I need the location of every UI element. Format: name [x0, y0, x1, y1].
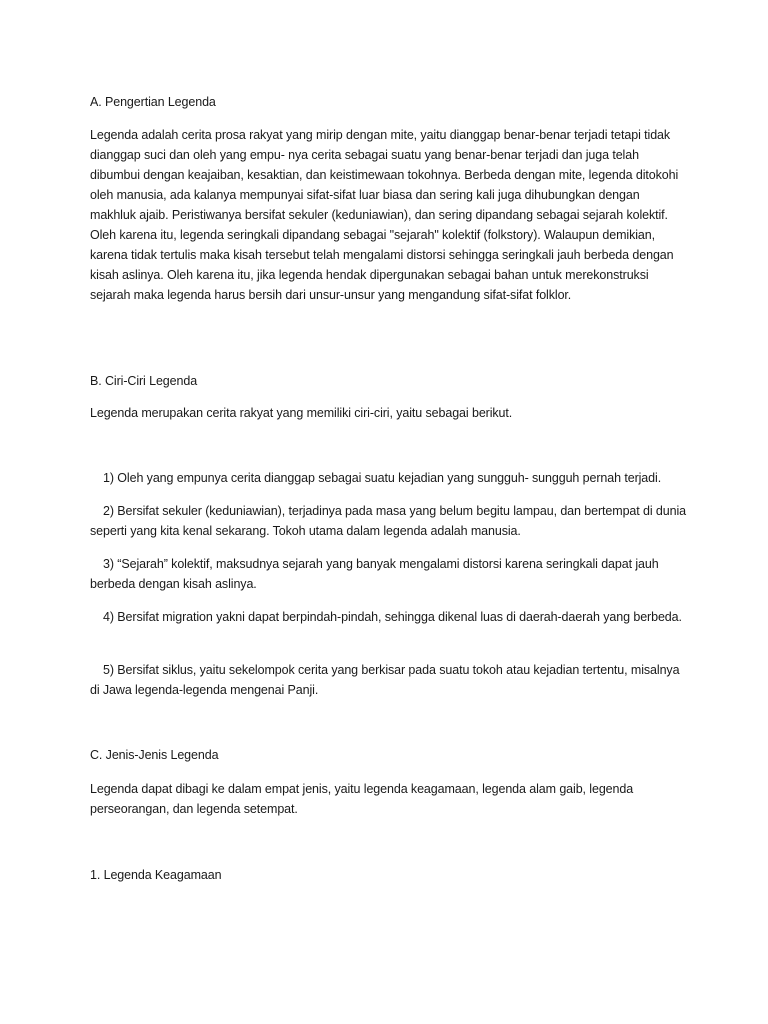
ciri-item-3: 3) “Sejarah” kolektif, maksudnya sejarah yang banyak mengalami distorsi karena seringkali dapat jauh berbeda dengan kisah aslinya. [90, 557, 659, 591]
ciri-item-1: 1) Oleh yang empunya cerita dianggap sebagai suatu kejadian yang sungguh- sungguh pernah terjadi. [103, 471, 662, 485]
section-a-paragraph: Legenda adalah cerita prosa rakyat yang mirip dengan mite, yaitu dianggap benar-benar terjadi tetapi tidak dianggap suci dan oleh yang empu- nya cerita sebagai suatu yang benar-benar terjadi dan juga telah dibumbui dengan keajaiban, kesaktian, dan keistimewaan tokohnya. Berbeda dengan mite, legenda ditokohi oleh manusia, ada kalanya mempunyai sifat-sifat luar biasa dan sering kali juga dihubungkan dengan makhluk ajaib. Peristiwanya bersifat sekuler (keduniawian), dan sering dipandang sebagai sejarah kolektif. Oleh karena itu, legenda seringkali dipandang sebagai "sejarah" kolektif (folkstory). Walaupun demikian, karena tidak tertulis maka kisah tersebut telah mengalami distorsi sehingga seringkali jauh berbeda dengan kisah aslinya. Oleh karena itu, jika legenda hendak dipergunakan sebagai bahan untuk merekonstruksi sejarah maka legenda harus bersih dari unsur-unsur yang mengandung sifat-sifat folklor. [90, 128, 679, 302]
section-c-paragraph: Legenda dapat dibagi ke dalam empat jenis, yaitu legenda keagamaan, legenda alam gaib, legenda perseorangan, dan legenda setempat. [90, 782, 634, 816]
document-page [90, 0, 690, 1024]
section-a-heading: A. Pengertian Legenda [90, 95, 216, 109]
section-b-heading: B. Ciri-Ciri Legenda [90, 374, 198, 388]
ciri-item-5: 5) Bersifat siklus, yaitu sekelompok cerita yang berkisar pada suatu tokoh atau kejadian tertentu, misalnya di Jawa legenda-legenda mengenai Panji. [90, 663, 680, 697]
section-b-intro: Legenda merupakan cerita rakyat yang memiliki ciri-ciri, yaitu sebagai berikut. [90, 406, 513, 420]
subsection-1-heading: 1. Legenda Keagamaan [90, 868, 222, 882]
ciri-item-4: 4) Bersifat migration yakni dapat berpindah-pindah, sehingga dikenal luas di daerah-daerah yang berbeda. [103, 610, 682, 624]
section-c-heading: C. Jenis-Jenis Legenda [90, 748, 219, 762]
ciri-item-2: 2) Bersifat sekuler (keduniawian), terjadinya pada masa yang belum begitu lampau, dan bertempat di dunia seperti yang kita kenal sekarang. Tokoh utama dalam legenda adalah manusia. [90, 504, 687, 538]
